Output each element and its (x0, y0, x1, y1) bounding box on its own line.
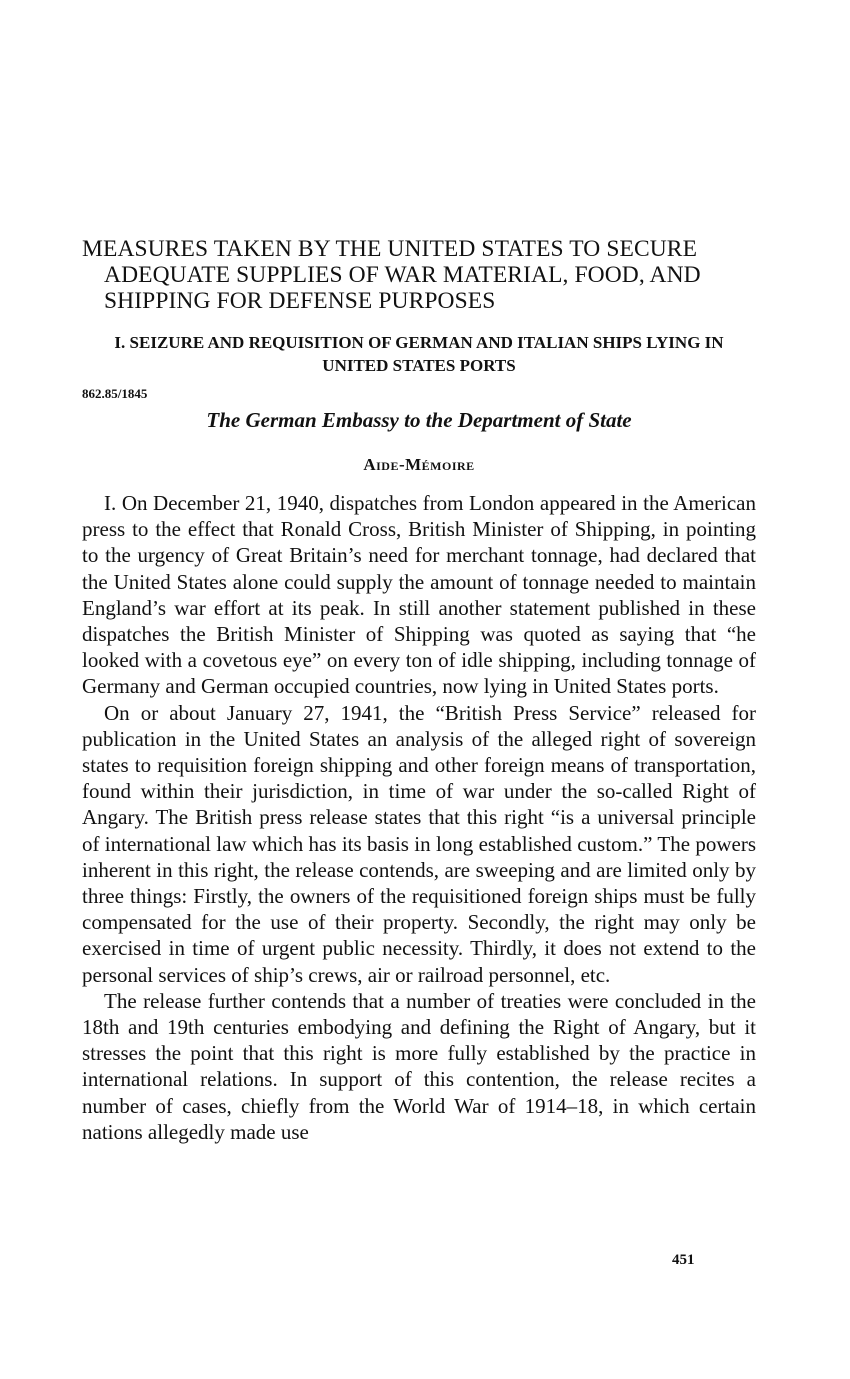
document-heading: The German Embassy to the Department of State (206, 408, 632, 432)
main-title: MEASURES TAKEN BY THE UNITED STATES TO SECURE ADEQUATE SUPPLIES OF WAR MATERIAL, FOOD, AND SHIPPING FOR DEFENSE PURPOSES (82, 236, 701, 314)
file-number: 862.85/1845 (82, 386, 148, 401)
paragraph: On or about January 27, 1941, the “British Press Service” released for publication in the United States an analysis of the alleged right of sovereign states to requisition foreign shipping and other foreign means of transportation, found within their jurisdiction, in time of war under the so-called Right of Angary. The British press release states that this right “is a universal principle of international law which has its basis in long established custom.” The powers inherent in this right, the release contends, are sweeping and are limited only by three things: Firstly, the owners of the requisitioned foreign ships must be fully compensated for the use of their property. Secondly, the right may only be exercised in time of urgent public necessity. Thirdly, it does not extend to the personal services of ship’s crews, air or railroad personnel, etc. (82, 700, 756, 987)
body-text (82, 490, 756, 1145)
document-type: Aide-Mémoire (363, 455, 475, 474)
paragraph: I. On December 21, 1940, dispatches from London appeared in the American press to the effect that Ronald Cross, British Minister of Shipping, in pointing to the urgency of Great Britain’s need for merchant tonnage, had declared that the United States alone could supply the amount of tonnage needed to maintain England’s war effort at its peak. In still another statement published in these dispatches the British Minister of Shipping was quoted as saying that “he looked with a covetous eye” on every ton of idle shipping, including tonnage of Germany and German occupied countries, now lying in United States ports. (82, 491, 756, 699)
page-number: 451 (672, 1252, 695, 1268)
paragraph: The release further contends that a number of treaties were concluded in the 18th and 19th centuries embodying and defining the Right of Angary, but it stresses the point that this right is more fully established by the practice in international relations. In support of this contention, the release recites a number of cases, chiefly from the World War of 1914–18, in which certain nations allegedly made use (82, 988, 756, 1144)
section-heading: I. SEIZURE AND REQUISITION OF GERMAN AND ITALIAN SHIPS LYING IN UNITED STATES PORTS (114, 333, 724, 375)
